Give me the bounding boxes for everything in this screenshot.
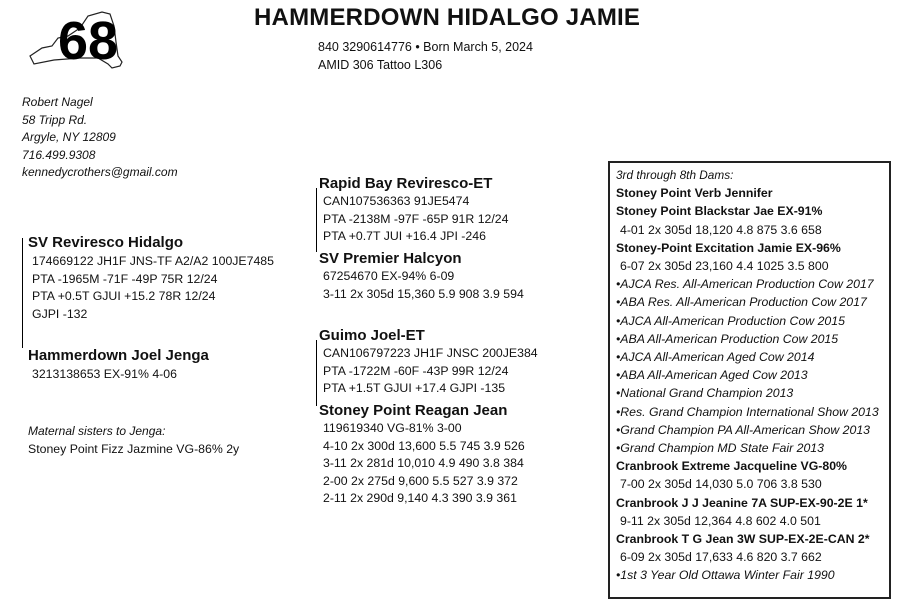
consignor-name: Robert Nagel	[22, 95, 93, 109]
maternal-sister-name: Stoney Point Fizz Jazmine VG-86% 2y	[28, 442, 240, 456]
production-record: 9-11 2x 305d 12,364 4.8 602 4.0 501	[620, 513, 821, 528]
ancestral-dams-heading: 3rd through 8th Dams:	[616, 168, 734, 182]
sire-sire-line: CAN107536363 91JE5474	[323, 194, 470, 208]
lot-number: 68	[57, 11, 119, 71]
award-item: •ABA Res. All-American Production Cow 2017	[616, 295, 867, 310]
ancestral-dams-list	[616, 166, 879, 585]
sire-line: 174669122 JH1F JNS-TF A2/A2 100JE7485	[32, 254, 274, 268]
dam-sire-line: CAN106797223 JH1F JNSC 200JE384	[323, 346, 538, 360]
award-item: •Grand Champion PA All-American Show 2013	[616, 422, 871, 437]
registration-birth-line: 840 3290614776 • Born March 5, 2024	[318, 40, 533, 54]
sire-name: SV Reviresco Hidalgo	[28, 234, 184, 251]
sire-dam-line: 67254670 EX-94% 6-09	[323, 269, 455, 283]
sire-line: PTA -1965M -71F -49P 75R 12/24	[32, 271, 218, 286]
dam-name: Cranbrook Extreme Jacqueline VG-80%	[616, 459, 847, 474]
award-item: •1st 3 Year Old Ottawa Winter Fair 1990	[616, 568, 835, 583]
award-item: •Grand Champion MD State Fair 2013	[616, 441, 824, 456]
award-item: •AJCA Res. All-American Production Cow 2017	[616, 277, 874, 292]
award-item: •ABA All-American Aged Cow 2013	[616, 368, 808, 383]
pedigree-bracket-sire	[316, 188, 317, 252]
dam-dam-line: 2-00 2x 275d 9,600 5.5 527 3.9 372	[323, 473, 518, 488]
sire-dam-line: 3-11 2x 305d 15,360 5.9 908 3.9 594	[323, 286, 524, 301]
dam-name: Cranbrook J J Jeanine 7A SUP-EX-90-2E 1*	[616, 495, 868, 510]
dam-name: Stoney-Point Excitation Jamie EX-96%	[616, 240, 841, 255]
production-record: 6-07 2x 305d 23,160 4.4 1025 3.5 800	[620, 259, 829, 274]
dam-name: Stoney Point Verb Jennifer	[616, 186, 773, 201]
consignor-city: Argyle, NY 12809	[22, 130, 116, 144]
sire-sire-line: PTA -2138M -97F -65P 91R 12/24	[323, 211, 509, 226]
dam-line: 3213138653 EX-91% 4-06	[32, 367, 177, 381]
dam-dam-block	[319, 402, 525, 508]
consignor-street: 58 Tripp Rd.	[22, 112, 88, 127]
dam-dam-line: 119619340 VG-81% 3-00	[323, 421, 462, 435]
sire-dam-name: SV Premier Halcyon	[319, 250, 462, 267]
dam-dam-name: Stoney Point Reagan Jean	[319, 402, 508, 419]
dam-dam-line: 2-11 2x 290d 9,140 4.3 390 3.9 361	[323, 491, 517, 505]
award-item: •ABA All-American Production Cow 2015	[616, 331, 839, 346]
amid-tattoo-line: AMID 306 Tattoo L306	[318, 58, 443, 72]
dam-sire-line: PTA -1722M -60F -43P 99R 12/24	[323, 363, 509, 378]
sire-sire-line: PTA +0.7T JUI +16.4 JPI -246	[323, 229, 486, 243]
sire-line: GJPI -132	[32, 306, 88, 321]
pedigree-bracket-dam	[316, 340, 317, 406]
production-record: 4-01 2x 305d 18,120 4.8 875 3.6 658	[620, 222, 822, 237]
consignor-email: kennedycrothers@gmail.com	[22, 165, 178, 179]
consignor-block	[22, 94, 178, 182]
maternal-sisters-label: Maternal sisters to Jenga:	[28, 424, 166, 438]
production-record: 6-09 2x 305d 17,633 4.6 820 3.7 662	[620, 550, 822, 565]
dam-sire-line: PTA +1.5T GJUI +17.4 GJPI -135	[323, 381, 506, 395]
sire-line: PTA +0.5T GJUI +15.2 78R 12/24	[32, 289, 216, 303]
pedigree-bracket-left	[22, 238, 23, 348]
consignor-phone: 716.499.9308	[22, 147, 96, 162]
animal-id-info	[318, 38, 533, 74]
dam-sire-block	[319, 327, 538, 398]
award-item: •AJCA All-American Production Cow 2015	[616, 313, 845, 328]
production-record: 7-00 2x 305d 14,030 5.0 706 3.8 530	[620, 477, 822, 492]
award-item: •AJCA All-American Aged Cow 2014	[616, 350, 815, 365]
animal-name-title: HAMMERDOWN HIDALGO JAMIE	[254, 4, 641, 31]
award-item: •Res. Grand Champion International Show 2013	[616, 404, 879, 419]
dam-name: Cranbrook T G Jean 3W SUP-EX-2E-CAN 2*	[616, 532, 870, 547]
dam-name: Stoney Point Blackstar Jae EX-91%	[616, 204, 823, 219]
dam-block	[28, 347, 209, 384]
sire-dam-block	[319, 250, 524, 303]
sire-sire-name: Rapid Bay Reviresco-ET	[319, 175, 493, 192]
dam-sire-name: Guimo Joel-ET	[319, 327, 425, 344]
award-item: •National Grand Champion 2013	[616, 386, 794, 401]
sire-sire-block	[319, 175, 508, 246]
dam-dam-line: 4-10 2x 300d 13,600 5.5 745 3.9 526	[323, 438, 525, 453]
dam-name: Hammerdown Joel Jenga	[28, 347, 209, 364]
sire-block	[28, 234, 274, 323]
dam-dam-line: 3-11 2x 281d 10,010 4.9 490 3.8 384	[323, 456, 524, 470]
